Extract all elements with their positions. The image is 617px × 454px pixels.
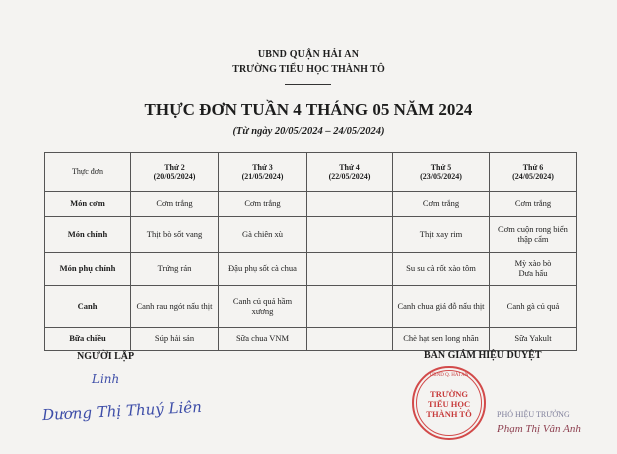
corner-label: Thực đơn [45, 153, 131, 192]
row-label: Món cơm [45, 192, 131, 217]
table-row [45, 286, 577, 328]
menu-cell: Đậu phụ sốt cà chua [219, 253, 307, 286]
preparer-title: NGƯỜI LẬP [77, 351, 135, 362]
approver-title: BAN GIÁM HIỆU DUYỆT [424, 350, 542, 361]
row-label: Canh [45, 286, 131, 328]
preparer-name-signature: Dương Thị Thuý Liên [41, 397, 203, 425]
menu-cell [307, 328, 393, 351]
menu-cell: Súp hải sản [131, 328, 219, 351]
day-header: Thứ 5 (23/05/2024) [393, 153, 490, 192]
menu-cell: Thịt bò sốt vang [131, 217, 219, 253]
table-row [45, 217, 577, 253]
row-label: Món phụ chính [45, 253, 131, 286]
menu-cell: Chè hạt sen long nhãn [393, 328, 490, 351]
stamp-top-text: UBND Q. HẢI AN [429, 373, 469, 378]
menu-cell: Cơm trắng [219, 192, 307, 217]
row-label: Bữa chiều [45, 328, 131, 351]
menu-cell: Trứng rán [131, 253, 219, 286]
menu-cell: Canh chua giá đỗ nấu thịt [393, 286, 490, 328]
table-row [45, 192, 577, 217]
stamp-text: TRƯỜNG TIỂU HỌC THÀNH TÔ [426, 389, 472, 420]
day-header: Thứ 6 (24/05/2024) [490, 153, 577, 192]
menu-cell: Canh củ quả hầm xương [219, 286, 307, 328]
menu-cell: Cơm trắng [393, 192, 490, 217]
menu-cell: Cơm trắng [490, 192, 577, 217]
divider [285, 84, 331, 85]
menu-cell [307, 253, 393, 286]
row-label: Món chính [45, 217, 131, 253]
school-name: TRƯỜNG TIỂU HỌC THÀNH TÔ [232, 64, 385, 75]
menu-cell [307, 192, 393, 217]
menu-cell: Sữa Yakult [490, 328, 577, 351]
menu-cell: Canh gà củ quả [490, 286, 577, 328]
menu-cell: Mỳ xào bò Dưa hấu [490, 253, 577, 286]
menu-cell [307, 217, 393, 253]
menu-cell: Canh rau ngót nấu thịt [131, 286, 219, 328]
menu-cell: Thịt xay rim [393, 217, 490, 253]
menu-cell: Gà chiên xù [219, 217, 307, 253]
menu-cell: Su su cà rốt xào tôm [393, 253, 490, 286]
date-range: (Từ ngày 20/05/2024 – 24/05/2024) [232, 126, 385, 137]
menu-cell: Sữa chua VNM [219, 328, 307, 351]
principal-role: PHÓ HIỆU TRƯỞNG [497, 410, 570, 419]
school-stamp [412, 366, 486, 440]
table-row [45, 253, 577, 286]
table-header-row [45, 153, 577, 192]
menu-cell: Cơm trắng [131, 192, 219, 217]
day-header: Thứ 2 (20/05/2024) [131, 153, 219, 192]
org-name: UBND QUẬN HẢI AN [257, 49, 360, 60]
menu-cell [307, 286, 393, 328]
menu-table [44, 152, 577, 351]
preparer-initial-signature: Linh [92, 372, 120, 386]
page-title: THỰC ĐƠN TUẦN 4 THÁNG 05 NĂM 2024 [144, 100, 473, 119]
table-row [45, 328, 577, 351]
menu-cell: Cơm cuộn rong biển thập cẩm [490, 217, 577, 253]
principal-name: Phạm Thị Vân Anh [497, 423, 581, 435]
day-header: Thứ 3 (21/05/2024) [219, 153, 307, 192]
day-header: Thứ 4 (22/05/2024) [307, 153, 393, 192]
